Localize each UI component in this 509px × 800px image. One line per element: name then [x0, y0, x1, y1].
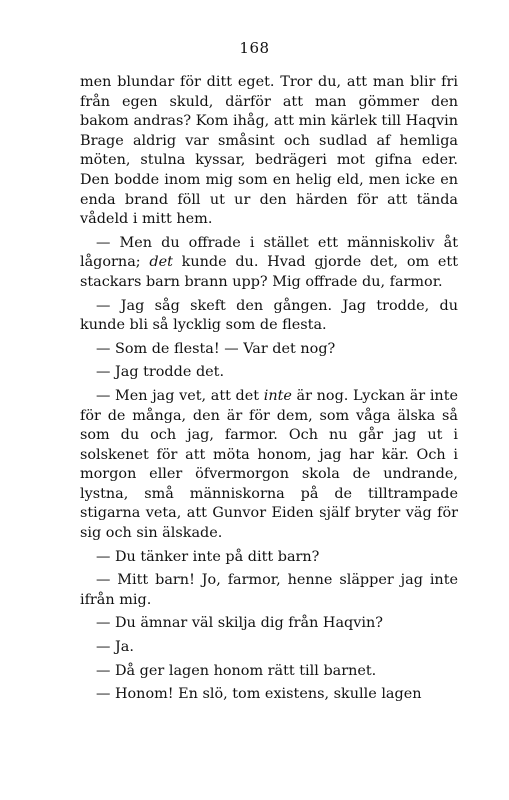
text-run: men blundar för ditt eget. Tror du, att man blir fri från egen skuld, därför att man gömmer den bakom andras? Kom ihåg, att min kärlek till Haqvin Brage aldrig var småsint och sudlad af hemliga möten, stulna kyssar, bedrägeri mot gifna eder. Den bodde inom mig som en helig eld, men icke en enda brand föll ut ur den härden för att tända vådeld i mitt hem.	[80, 74, 458, 228]
dialogue-paragraph	[80, 614, 458, 634]
text-run: kunde du. Hvad gjorde det, om ett stackars barn brann upp? Mig offrade du, farmor.	[80, 254, 458, 290]
dialogue-paragraph	[80, 363, 458, 383]
dialogue-paragraph	[80, 638, 458, 658]
text-run: — Men du offrade i stället ett människoliv åt lågorna;	[80, 234, 458, 271]
text-run: — Mitt barn! Jo, farmor, henne släpper jag inte ifrån mig.	[80, 572, 458, 608]
text-run: — Honom! En slö, tom existens, skulle lagen	[96, 686, 422, 703]
dialogue-paragraph	[80, 387, 458, 544]
text-run: — Jag såg skeft den gången. Jag trodde, du kunde bli så lycklig som de flesta.	[80, 297, 458, 334]
text-run: — Som de flesta! — Var det nog?	[96, 340, 336, 357]
dialogue-paragraph	[80, 662, 458, 682]
text-run: — Du tänker inte på ditt barn?	[96, 548, 320, 565]
paragraph-continuation	[80, 73, 458, 230]
dialogue-paragraph	[80, 685, 458, 705]
text-run: — Då ger lagen honom rätt till barnet.	[96, 662, 377, 679]
text-run: — Du ämnar väl skilja dig från Haqvin?	[96, 615, 383, 632]
dialogue-paragraph	[80, 297, 458, 336]
text-run: — Ja.	[96, 639, 134, 656]
emphasized-text: det	[149, 254, 173, 271]
emphasized-text: inte	[263, 387, 292, 404]
dialogue-paragraph	[80, 571, 458, 610]
text-run: — Jag trodde det.	[96, 364, 225, 381]
page-number: 168	[239, 39, 270, 57]
dialogue-paragraph	[80, 234, 458, 293]
text-run: — Men jag vet, att det	[96, 387, 264, 404]
text-run: är nog. Lyckan är inte för de många, den är för dem, som våga älska så som du och jag, farmor. Och nu går jag ut i solskenet för att möta honom, jag har kär. Och i morgon eller öfvermorgon skola de undrande, lystna, små människorna på de tilltrampade stigarna veta, att Gunvor Eiden själf bryter väg för sig och sin älskade.	[80, 387, 458, 542]
dialogue-paragraph	[80, 340, 458, 360]
dialogue-paragraph	[80, 548, 458, 568]
body-text	[80, 73, 458, 705]
